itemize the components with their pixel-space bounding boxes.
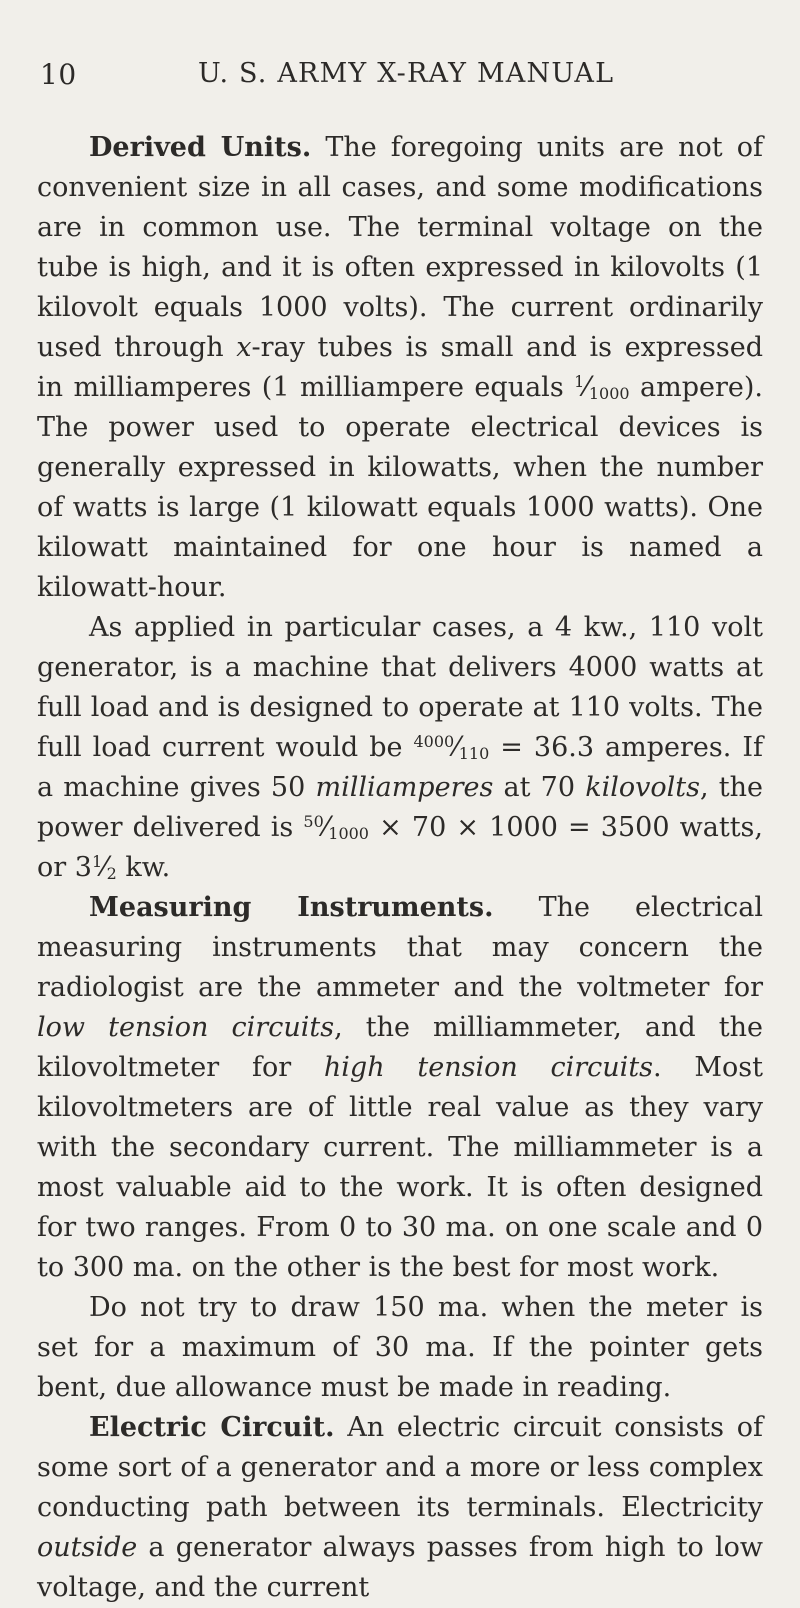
paragraph-derived-units xyxy=(37,128,763,608)
fraction xyxy=(303,812,369,843)
text-run: -ray tubes is small and is expressed in milliamperes (1 milliampere equals xyxy=(37,332,763,403)
fraction-slash: ⁄ xyxy=(323,812,329,843)
fraction-denominator: 2 xyxy=(106,864,117,883)
text-run: , the power delivered is xyxy=(37,772,763,843)
italic-text: milliamperes xyxy=(315,772,494,803)
running-head: U. S. ARMY X-RAY MANUAL xyxy=(198,58,615,89)
italic-text: kilovolts xyxy=(585,772,700,803)
italic-text: high tension circuits xyxy=(323,1052,654,1083)
text-run: The foregoing units are not of convenient size in all cases, and some modifications are in common use. The terminal voltage on the tube is high, and it is often expressed in kilovolts (1 kilovolt equals 1000 volts). The current ordinarily used through xyxy=(37,132,763,363)
fraction xyxy=(574,372,629,403)
fraction-slash: ⁄ xyxy=(102,852,107,883)
fraction-numerator: 4000 xyxy=(413,732,455,751)
fraction-numerator: 1 xyxy=(91,852,103,871)
fraction-denominator: 1000 xyxy=(328,824,369,843)
paragraph-electric-circuit xyxy=(37,1408,763,1608)
paragraph-do-not xyxy=(37,1288,763,1408)
fraction-slash: ⁄ xyxy=(584,372,589,403)
text-run: kw. xyxy=(116,852,171,883)
text-run: ampere). The power used to operate electrical devices is generally expressed in kilowatts, when the number of watts is large (1 kilowatt equals 1000 watts). One kilowatt maintained for one hour is named a kilowatt-hour. xyxy=(37,372,763,603)
fraction xyxy=(413,732,489,763)
text-run: Do not try to draw 150 ma. when the meter is set for a maximum of 30 ma. If the pointer gets bent, due allowance must be made in reading. xyxy=(37,1292,763,1403)
fraction xyxy=(92,852,117,883)
section-heading-measuring-instruments: Measuring Instruments. xyxy=(89,892,494,923)
text-run: An electric circuit consists of some sort of a generator and a more or less complex conducting path between its terminals. Electricity xyxy=(37,1412,763,1523)
text-run: a generator always passes from high to low voltage, and the current xyxy=(37,1532,763,1603)
fraction-numerator: 50 xyxy=(303,812,324,831)
text-run: at 70 xyxy=(493,772,586,803)
italic-text: x xyxy=(236,332,252,363)
italic-text: low tension circuits xyxy=(37,1012,335,1043)
section-heading-electric-circuit: Electric Circuit. xyxy=(89,1412,335,1443)
fraction-slash: ⁄ xyxy=(454,732,459,763)
page-number: 10 xyxy=(40,58,77,91)
section-heading-derived-units: Derived Units. xyxy=(89,132,312,163)
fraction-denominator: 1000 xyxy=(588,384,630,403)
fraction-denominator: 110 xyxy=(458,744,490,763)
page-body xyxy=(37,128,763,1608)
text-run: , the milliammeter, and the kilovoltmeter for xyxy=(37,1012,763,1083)
text-run: . Most kilovoltmeters are of little real value as they vary with the secondary current. The milliammeter is a most valuable aid to the work. It is often designed for two ranges. From 0 to 30 ma. on one scale and 0 to 300 ma. on the other is the best for most work. xyxy=(37,1052,763,1283)
text-run: = 36.3 amperes. If a machine gives 50 xyxy=(37,732,763,803)
text-run: The electrical measuring instruments that may concern the radiologist are the ammeter and the voltmeter for xyxy=(37,892,763,1003)
text-run: × 70 × 1000 = 3500 watts, or 3 xyxy=(37,812,763,883)
paragraph-applied xyxy=(37,608,763,888)
fraction-numerator: 1 xyxy=(574,372,585,391)
paragraph-measuring-instruments xyxy=(37,888,763,1288)
italic-text: outside xyxy=(37,1532,138,1563)
page-header xyxy=(40,58,760,98)
text-run: As applied in particular cases, a 4 kw., 110 volt generator, is a machine that delivers 4000 watts at full load and is designed to operate at 110 volts. The full load current would be xyxy=(37,612,763,763)
